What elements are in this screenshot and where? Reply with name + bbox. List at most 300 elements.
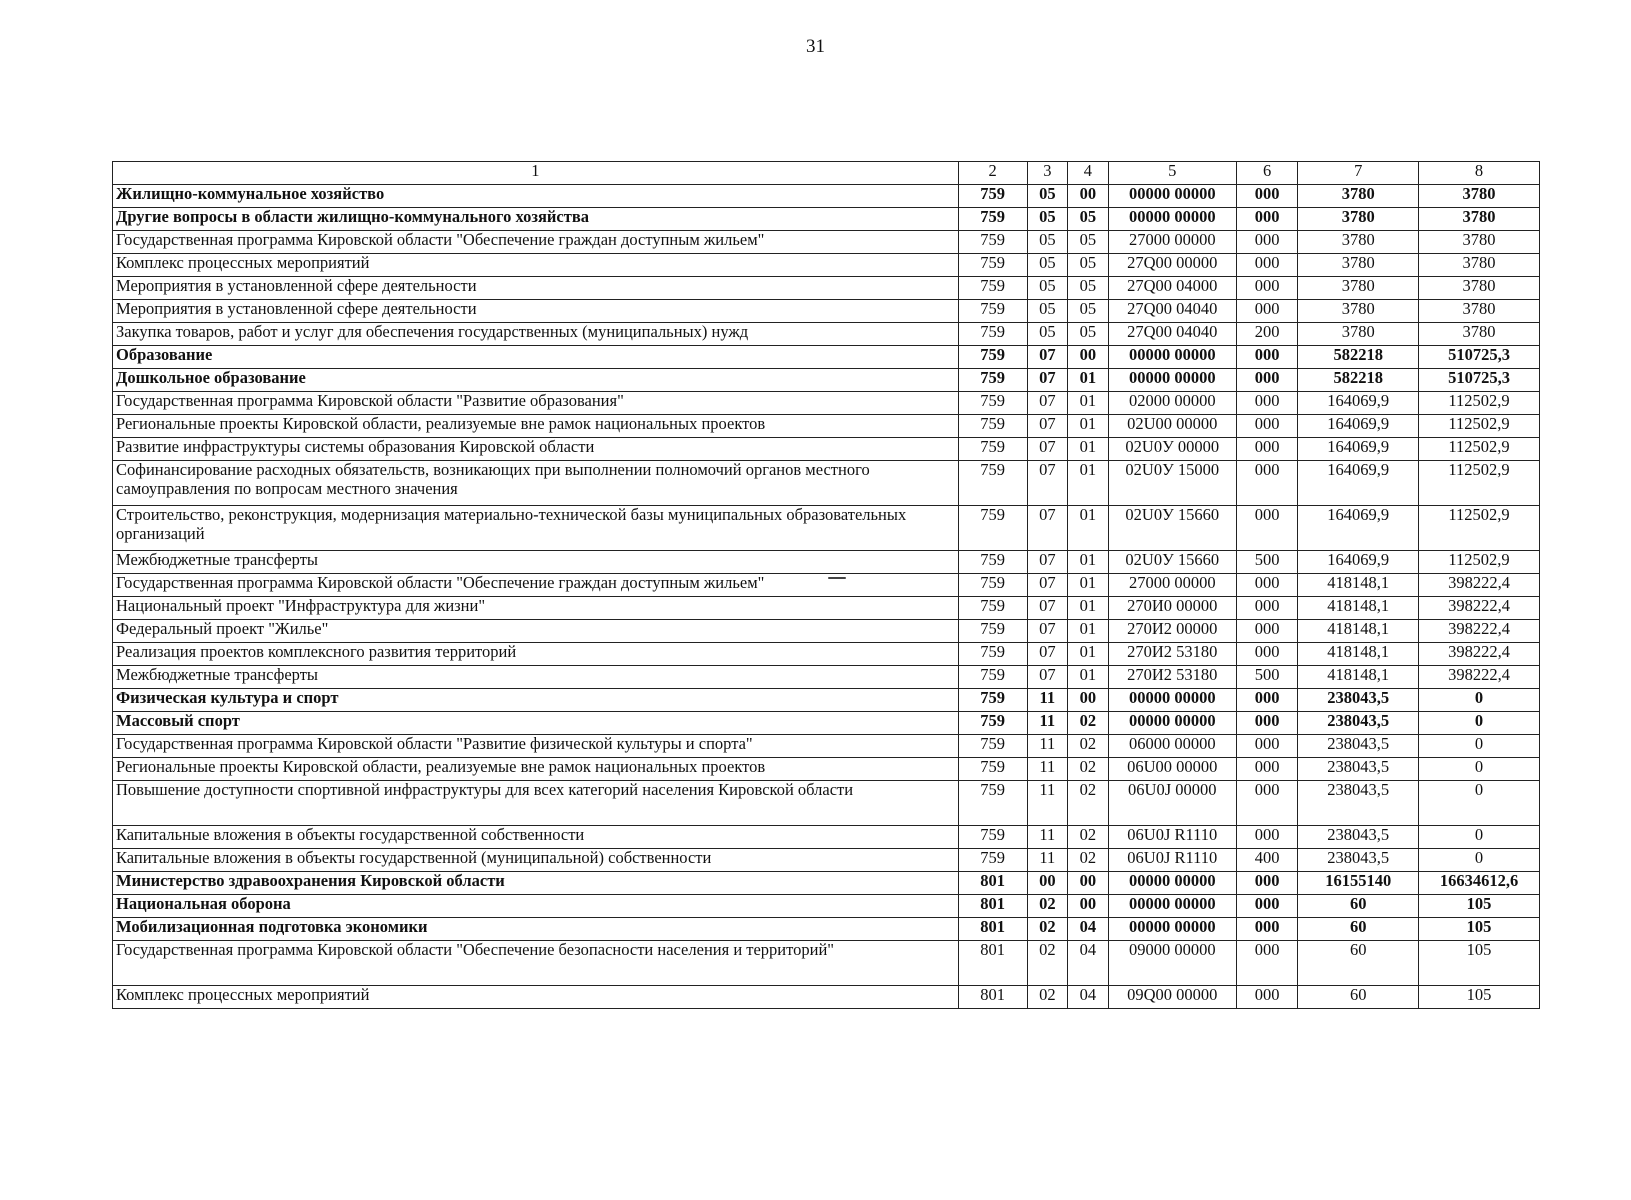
row-value-cell: 60 xyxy=(1298,895,1419,918)
row-value-cell: 759 xyxy=(958,712,1027,735)
table-row xyxy=(113,918,1540,941)
row-value-cell: 00000 00000 xyxy=(1108,712,1236,735)
row-value-cell: 418148,1 xyxy=(1298,643,1419,666)
table-row xyxy=(113,666,1540,689)
row-value-cell: 07 xyxy=(1027,506,1068,551)
row-value-cell: 398222,4 xyxy=(1419,643,1540,666)
row-value-cell: 759 xyxy=(958,689,1027,712)
table-row xyxy=(113,849,1540,872)
row-value-cell: 00000 00000 xyxy=(1108,208,1236,231)
row-value-cell: 759 xyxy=(958,849,1027,872)
row-value-cell: 759 xyxy=(958,392,1027,415)
row-value-cell: 01 xyxy=(1068,506,1109,551)
row-value-cell: 000 xyxy=(1236,872,1297,895)
row-value-cell: 000 xyxy=(1236,597,1297,620)
row-name-cell: Образование xyxy=(113,346,959,369)
row-value-cell: 759 xyxy=(958,254,1027,277)
row-value-cell: 500 xyxy=(1236,666,1297,689)
table-row xyxy=(113,185,1540,208)
row-value-cell: 801 xyxy=(958,941,1027,986)
row-name-cell: Реализация проектов комплексного развития территорий xyxy=(113,643,959,666)
row-value-cell: 000 xyxy=(1236,369,1297,392)
row-value-cell: 00 xyxy=(1068,185,1109,208)
row-value-cell: 759 xyxy=(958,231,1027,254)
table-row xyxy=(113,689,1540,712)
row-value-cell: 112502,9 xyxy=(1419,551,1540,574)
row-value-cell: 01 xyxy=(1068,392,1109,415)
row-value-cell: 238043,5 xyxy=(1298,826,1419,849)
row-value-cell: 238043,5 xyxy=(1298,712,1419,735)
row-value-cell: 000 xyxy=(1236,254,1297,277)
table-row xyxy=(113,872,1540,895)
row-value-cell: 00 xyxy=(1068,346,1109,369)
row-value-cell: 06U00 00000 xyxy=(1108,758,1236,781)
row-value-cell: 11 xyxy=(1027,712,1068,735)
row-value-cell: 06U0J 00000 xyxy=(1108,781,1236,826)
row-value-cell: 01 xyxy=(1068,461,1109,506)
row-value-cell: 07 xyxy=(1027,643,1068,666)
table-row xyxy=(113,346,1540,369)
row-value-cell: 0 xyxy=(1419,735,1540,758)
row-value-cell: 02000 00000 xyxy=(1108,392,1236,415)
row-value-cell: 07 xyxy=(1027,666,1068,689)
row-value-cell: 000 xyxy=(1236,941,1297,986)
table-row xyxy=(113,392,1540,415)
row-value-cell: 164069,9 xyxy=(1298,461,1419,506)
row-value-cell: 0 xyxy=(1419,758,1540,781)
table-row xyxy=(113,369,1540,392)
row-value-cell: 238043,5 xyxy=(1298,735,1419,758)
row-value-cell: 759 xyxy=(958,300,1027,323)
row-value-cell: 02 xyxy=(1027,918,1068,941)
row-value-cell: 00 xyxy=(1068,689,1109,712)
row-value-cell: 270И0 00000 xyxy=(1108,597,1236,620)
row-value-cell: 11 xyxy=(1027,689,1068,712)
table-row xyxy=(113,208,1540,231)
row-value-cell: 27000 00000 xyxy=(1108,231,1236,254)
row-value-cell: 0 xyxy=(1419,689,1540,712)
row-value-cell: 759 xyxy=(958,438,1027,461)
row-value-cell: 000 xyxy=(1236,346,1297,369)
row-name-cell: Региональные проекты Кировской области, реализуемые вне рамок национальных проектов xyxy=(113,758,959,781)
row-name-cell: Массовый спорт xyxy=(113,712,959,735)
row-value-cell: 0 xyxy=(1419,712,1540,735)
header-cell: 1 xyxy=(113,162,959,185)
row-value-cell: 3780 xyxy=(1419,231,1540,254)
page-number: 31 xyxy=(806,36,825,57)
row-value-cell: 398222,4 xyxy=(1419,666,1540,689)
row-name-cell: Государственная программа Кировской области "Развитие образования" xyxy=(113,392,959,415)
row-value-cell: 07 xyxy=(1027,461,1068,506)
row-value-cell: 000 xyxy=(1236,277,1297,300)
row-value-cell: 418148,1 xyxy=(1298,574,1419,597)
row-value-cell: 00000 00000 xyxy=(1108,689,1236,712)
row-value-cell: 3780 xyxy=(1419,300,1540,323)
row-value-cell: 000 xyxy=(1236,620,1297,643)
row-value-cell: 000 xyxy=(1236,574,1297,597)
table-row xyxy=(113,438,1540,461)
row-value-cell: 759 xyxy=(958,735,1027,758)
row-value-cell: 105 xyxy=(1419,895,1540,918)
row-value-cell: 000 xyxy=(1236,826,1297,849)
table-row xyxy=(113,781,1540,826)
row-value-cell: 105 xyxy=(1419,941,1540,986)
row-value-cell: 02 xyxy=(1068,735,1109,758)
row-value-cell: 02U0У 15000 xyxy=(1108,461,1236,506)
row-value-cell: 000 xyxy=(1236,208,1297,231)
row-value-cell: 05 xyxy=(1027,300,1068,323)
row-value-cell: 02U00 00000 xyxy=(1108,415,1236,438)
row-value-cell: 00 xyxy=(1027,872,1068,895)
row-value-cell: 00000 00000 xyxy=(1108,369,1236,392)
row-value-cell: 01 xyxy=(1068,643,1109,666)
row-value-cell: 510725,3 xyxy=(1419,369,1540,392)
row-value-cell: 238043,5 xyxy=(1298,758,1419,781)
row-value-cell: 01 xyxy=(1068,415,1109,438)
row-name-cell: Физическая культура и спорт xyxy=(113,689,959,712)
row-value-cell: 07 xyxy=(1027,574,1068,597)
row-value-cell: 759 xyxy=(958,277,1027,300)
row-value-cell: 01 xyxy=(1068,620,1109,643)
table-row xyxy=(113,735,1540,758)
row-value-cell: 000 xyxy=(1236,689,1297,712)
row-value-cell: 112502,9 xyxy=(1419,506,1540,551)
row-value-cell: 418148,1 xyxy=(1298,597,1419,620)
row-value-cell: 238043,5 xyxy=(1298,849,1419,872)
row-value-cell: 000 xyxy=(1236,986,1297,1009)
row-name-cell: Закупка товаров, работ и услуг для обеспечения государственных (муниципальных) нужд xyxy=(113,323,959,346)
row-value-cell: 418148,1 xyxy=(1298,666,1419,689)
row-value-cell: 06U0J R1110 xyxy=(1108,826,1236,849)
row-value-cell: 0 xyxy=(1419,781,1540,826)
table-row xyxy=(113,461,1540,506)
row-value-cell: 000 xyxy=(1236,712,1297,735)
row-value-cell: 02 xyxy=(1068,781,1109,826)
row-value-cell: 105 xyxy=(1419,918,1540,941)
table-row xyxy=(113,277,1540,300)
row-name-cell: Капитальные вложения в объекты государственной собственности xyxy=(113,826,959,849)
row-value-cell: 759 xyxy=(958,620,1027,643)
row-value-cell: 06000 00000 xyxy=(1108,735,1236,758)
row-value-cell: 238043,5 xyxy=(1298,781,1419,826)
scan-mark xyxy=(828,577,846,579)
row-value-cell: 759 xyxy=(958,185,1027,208)
row-value-cell: 02 xyxy=(1068,712,1109,735)
header-cell: 3 xyxy=(1027,162,1068,185)
row-name-cell: Развитие инфраструктуры системы образования Кировской области xyxy=(113,438,959,461)
row-value-cell: 27Q00 00000 xyxy=(1108,254,1236,277)
table-row xyxy=(113,231,1540,254)
row-value-cell: 05 xyxy=(1068,208,1109,231)
row-value-cell: 07 xyxy=(1027,597,1068,620)
row-value-cell: 164069,9 xyxy=(1298,506,1419,551)
row-name-cell: Государственная программа Кировской области "Обеспечение безопасности населения и территорий" xyxy=(113,941,959,986)
row-value-cell: 000 xyxy=(1236,392,1297,415)
row-value-cell: 0 xyxy=(1419,849,1540,872)
row-value-cell: 801 xyxy=(958,895,1027,918)
row-value-cell: 759 xyxy=(958,758,1027,781)
row-name-cell: Повышение доступности спортивной инфраструктуры для всех категорий населения Кировской области xyxy=(113,781,959,826)
header-cell: 6 xyxy=(1236,162,1297,185)
row-value-cell: 759 xyxy=(958,597,1027,620)
row-value-cell: 582218 xyxy=(1298,369,1419,392)
row-name-cell: Региональные проекты Кировской области, реализуемые вне рамок национальных проектов xyxy=(113,415,959,438)
row-value-cell: 759 xyxy=(958,781,1027,826)
budget-table xyxy=(112,161,1540,1009)
row-value-cell: 05 xyxy=(1027,277,1068,300)
row-value-cell: 000 xyxy=(1236,461,1297,506)
header-cell: 5 xyxy=(1108,162,1236,185)
row-value-cell: 04 xyxy=(1068,941,1109,986)
header-cell: 8 xyxy=(1419,162,1540,185)
row-name-cell: Дошкольное образование xyxy=(113,369,959,392)
row-value-cell: 07 xyxy=(1027,369,1068,392)
row-name-cell: Межбюджетные трансферты xyxy=(113,551,959,574)
row-value-cell: 164069,9 xyxy=(1298,551,1419,574)
row-value-cell: 00000 00000 xyxy=(1108,872,1236,895)
row-value-cell: 759 xyxy=(958,643,1027,666)
row-value-cell: 000 xyxy=(1236,506,1297,551)
row-value-cell: 00 xyxy=(1068,895,1109,918)
row-value-cell: 3780 xyxy=(1298,277,1419,300)
row-value-cell: 759 xyxy=(958,415,1027,438)
row-value-cell: 801 xyxy=(958,986,1027,1009)
row-value-cell: 01 xyxy=(1068,666,1109,689)
row-value-cell: 05 xyxy=(1027,323,1068,346)
row-value-cell: 112502,9 xyxy=(1419,415,1540,438)
row-name-cell: Государственная программа Кировской области "Обеспечение граждан доступным жильем" xyxy=(113,231,959,254)
row-value-cell: 00000 00000 xyxy=(1108,185,1236,208)
table-row xyxy=(113,506,1540,551)
row-value-cell: 000 xyxy=(1236,781,1297,826)
row-value-cell: 3780 xyxy=(1298,323,1419,346)
row-value-cell: 02 xyxy=(1027,986,1068,1009)
row-value-cell: 000 xyxy=(1236,735,1297,758)
row-value-cell: 0 xyxy=(1419,826,1540,849)
row-value-cell: 398222,4 xyxy=(1419,620,1540,643)
row-name-cell: Межбюджетные трансферты xyxy=(113,666,959,689)
row-value-cell: 05 xyxy=(1068,300,1109,323)
row-value-cell: 02 xyxy=(1068,758,1109,781)
row-value-cell: 27Q00 04040 xyxy=(1108,323,1236,346)
row-value-cell: 11 xyxy=(1027,849,1068,872)
row-name-cell: Мероприятия в установленной сфере деятельности xyxy=(113,300,959,323)
row-value-cell: 11 xyxy=(1027,758,1068,781)
row-value-cell: 01 xyxy=(1068,551,1109,574)
row-value-cell: 3780 xyxy=(1419,323,1540,346)
row-value-cell: 759 xyxy=(958,551,1027,574)
row-value-cell: 07 xyxy=(1027,346,1068,369)
row-value-cell: 27Q00 04000 xyxy=(1108,277,1236,300)
row-value-cell: 3780 xyxy=(1298,254,1419,277)
row-name-cell: Национальный проект "Инфраструктура для жизни" xyxy=(113,597,959,620)
row-value-cell: 11 xyxy=(1027,826,1068,849)
row-value-cell: 000 xyxy=(1236,643,1297,666)
row-value-cell: 05 xyxy=(1027,208,1068,231)
row-value-cell: 05 xyxy=(1027,254,1068,277)
row-value-cell: 05 xyxy=(1068,277,1109,300)
row-value-cell: 11 xyxy=(1027,735,1068,758)
row-value-cell: 3780 xyxy=(1419,185,1540,208)
row-value-cell: 270И2 53180 xyxy=(1108,666,1236,689)
row-value-cell: 02 xyxy=(1027,941,1068,986)
row-value-cell: 3780 xyxy=(1298,208,1419,231)
row-value-cell: 01 xyxy=(1068,438,1109,461)
row-value-cell: 3780 xyxy=(1298,185,1419,208)
row-value-cell: 07 xyxy=(1027,415,1068,438)
row-value-cell: 07 xyxy=(1027,551,1068,574)
row-value-cell: 02U0У 15660 xyxy=(1108,506,1236,551)
table-row xyxy=(113,254,1540,277)
row-value-cell: 02 xyxy=(1068,849,1109,872)
row-value-cell: 270И2 53180 xyxy=(1108,643,1236,666)
table-row xyxy=(113,323,1540,346)
header-cell: 4 xyxy=(1068,162,1109,185)
row-value-cell: 05 xyxy=(1027,185,1068,208)
row-value-cell: 00000 00000 xyxy=(1108,346,1236,369)
row-value-cell: 09Q00 00000 xyxy=(1108,986,1236,1009)
table-row xyxy=(113,986,1540,1009)
row-value-cell: 000 xyxy=(1236,185,1297,208)
row-value-cell: 164069,9 xyxy=(1298,392,1419,415)
row-name-cell: Другие вопросы в области жилищно-коммунального хозяйства xyxy=(113,208,959,231)
row-value-cell: 500 xyxy=(1236,551,1297,574)
row-name-cell: Мероприятия в установленной сфере деятельности xyxy=(113,277,959,300)
row-value-cell: 09000 00000 xyxy=(1108,941,1236,986)
row-value-cell: 105 xyxy=(1419,986,1540,1009)
table-row xyxy=(113,941,1540,986)
row-value-cell: 02 xyxy=(1027,895,1068,918)
row-value-cell: 27000 00000 xyxy=(1108,574,1236,597)
row-value-cell: 11 xyxy=(1027,781,1068,826)
row-name-cell: Федеральный проект "Жилье" xyxy=(113,620,959,643)
row-value-cell: 02 xyxy=(1068,826,1109,849)
row-value-cell: 398222,4 xyxy=(1419,574,1540,597)
row-value-cell: 05 xyxy=(1068,323,1109,346)
row-value-cell: 759 xyxy=(958,574,1027,597)
row-name-cell: Министерство здравоохранения Кировской области xyxy=(113,872,959,895)
row-value-cell: 398222,4 xyxy=(1419,597,1540,620)
table-row xyxy=(113,551,1540,574)
table-row xyxy=(113,415,1540,438)
row-value-cell: 60 xyxy=(1298,918,1419,941)
row-value-cell: 02U0У 00000 xyxy=(1108,438,1236,461)
row-value-cell: 418148,1 xyxy=(1298,620,1419,643)
row-name-cell: Государственная программа Кировской области "Развитие физической культуры и спорта" xyxy=(113,735,959,758)
row-name-cell: Строительство, реконструкция, модернизация материально-технической базы муниципальных образовательных организаций xyxy=(113,506,959,551)
row-value-cell: 00000 00000 xyxy=(1108,895,1236,918)
row-value-cell: 759 xyxy=(958,208,1027,231)
row-value-cell: 00 xyxy=(1068,872,1109,895)
row-name-cell: Национальная оборона xyxy=(113,895,959,918)
row-value-cell: 200 xyxy=(1236,323,1297,346)
table-row xyxy=(113,712,1540,735)
row-value-cell: 3780 xyxy=(1419,208,1540,231)
row-value-cell: 16634612,6 xyxy=(1419,872,1540,895)
row-value-cell: 164069,9 xyxy=(1298,438,1419,461)
row-value-cell: 164069,9 xyxy=(1298,415,1419,438)
row-value-cell: 06U0J R1110 xyxy=(1108,849,1236,872)
row-value-cell: 000 xyxy=(1236,300,1297,323)
row-name-cell: Комплекс процессных мероприятий xyxy=(113,986,959,1009)
table-row xyxy=(113,826,1540,849)
row-name-cell: Мобилизационная подготовка экономики xyxy=(113,918,959,941)
row-value-cell: 3780 xyxy=(1419,277,1540,300)
row-value-cell: 07 xyxy=(1027,438,1068,461)
row-value-cell: 04 xyxy=(1068,986,1109,1009)
row-value-cell: 112502,9 xyxy=(1419,438,1540,461)
table-row xyxy=(113,574,1540,597)
row-value-cell: 05 xyxy=(1068,231,1109,254)
row-value-cell: 270И2 00000 xyxy=(1108,620,1236,643)
row-value-cell: 02U0У 15660 xyxy=(1108,551,1236,574)
row-value-cell: 801 xyxy=(958,872,1027,895)
row-value-cell: 3780 xyxy=(1298,231,1419,254)
row-name-cell: Комплекс процессных мероприятий xyxy=(113,254,959,277)
row-value-cell: 759 xyxy=(958,506,1027,551)
row-name-cell: Государственная программа Кировской области "Обеспечение граждан доступным жильем" xyxy=(113,574,959,597)
row-value-cell: 01 xyxy=(1068,574,1109,597)
row-value-cell: 07 xyxy=(1027,620,1068,643)
row-value-cell: 759 xyxy=(958,323,1027,346)
row-value-cell: 3780 xyxy=(1419,254,1540,277)
row-value-cell: 112502,9 xyxy=(1419,461,1540,506)
row-value-cell: 510725,3 xyxy=(1419,346,1540,369)
row-value-cell: 00000 00000 xyxy=(1108,918,1236,941)
row-value-cell: 000 xyxy=(1236,438,1297,461)
row-value-cell: 759 xyxy=(958,666,1027,689)
row-value-cell: 000 xyxy=(1236,758,1297,781)
row-value-cell: 07 xyxy=(1027,392,1068,415)
row-value-cell: 000 xyxy=(1236,895,1297,918)
row-value-cell: 60 xyxy=(1298,986,1419,1009)
row-value-cell: 801 xyxy=(958,918,1027,941)
table-row xyxy=(113,300,1540,323)
row-value-cell: 400 xyxy=(1236,849,1297,872)
row-value-cell: 759 xyxy=(958,461,1027,506)
row-value-cell: 759 xyxy=(958,346,1027,369)
row-value-cell: 759 xyxy=(958,369,1027,392)
row-value-cell: 04 xyxy=(1068,918,1109,941)
row-value-cell: 05 xyxy=(1068,254,1109,277)
row-value-cell: 582218 xyxy=(1298,346,1419,369)
row-value-cell: 27Q00 04040 xyxy=(1108,300,1236,323)
table-row xyxy=(113,758,1540,781)
row-value-cell: 16155140 xyxy=(1298,872,1419,895)
row-name-cell: Жилищно-коммунальное хозяйство xyxy=(113,185,959,208)
row-value-cell: 759 xyxy=(958,826,1027,849)
row-name-cell: Капитальные вложения в объекты государственной (муниципальной) собственности xyxy=(113,849,959,872)
row-value-cell: 238043,5 xyxy=(1298,689,1419,712)
row-value-cell: 01 xyxy=(1068,369,1109,392)
table-row xyxy=(113,895,1540,918)
row-value-cell: 01 xyxy=(1068,597,1109,620)
table-row xyxy=(113,597,1540,620)
row-value-cell: 60 xyxy=(1298,941,1419,986)
header-cell: 2 xyxy=(958,162,1027,185)
table-row xyxy=(113,620,1540,643)
row-value-cell: 05 xyxy=(1027,231,1068,254)
row-value-cell: 000 xyxy=(1236,231,1297,254)
row-value-cell: 3780 xyxy=(1298,300,1419,323)
row-name-cell: Софинансирование расходных обязательств, возникающих при выполнении полномочий органов местного самоуправления по вопросам местного значения xyxy=(113,461,959,506)
table-header-row xyxy=(113,162,1540,185)
row-value-cell: 112502,9 xyxy=(1419,392,1540,415)
table-row xyxy=(113,643,1540,666)
row-value-cell: 000 xyxy=(1236,415,1297,438)
header-cell: 7 xyxy=(1298,162,1419,185)
row-value-cell: 000 xyxy=(1236,918,1297,941)
